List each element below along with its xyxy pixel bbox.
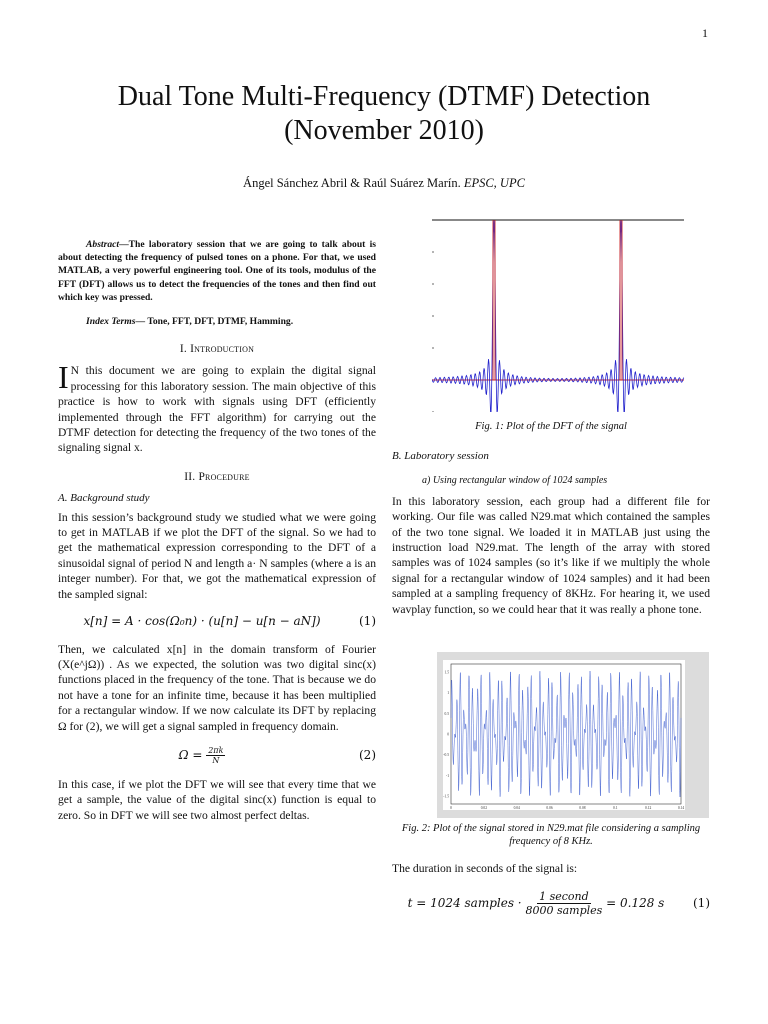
index-terms-label: Index Terms xyxy=(86,316,136,328)
equation-2 xyxy=(58,746,376,765)
procedure-heading: II. Procedure xyxy=(184,470,250,483)
signal-y-ticks xyxy=(443,671,449,799)
background-paragraph-3: In this case, if we plot the DFT we will see that every time that we get a sample, the value of the digital sinc(x) function is equal to zero. So in DFT we will see two almost perfect deltas. xyxy=(58,777,376,822)
equation-3-denominator: 8000 samples xyxy=(525,904,603,918)
index-terms xyxy=(58,315,376,328)
equation-2-fraction xyxy=(206,746,225,765)
intro-heading: I. Introduction xyxy=(179,343,255,356)
signal-y-tick-label: -1.5 xyxy=(443,794,449,799)
equation-2-number: (2) xyxy=(359,747,376,762)
signal-y-tick-label: 1.5 xyxy=(444,670,449,675)
duration-text: The duration in seconds of the signal is: xyxy=(392,862,578,875)
affiliation: EPSC, UPC xyxy=(463,176,525,190)
intro-text: N this document we are going to explain the digital signal processing for this laboratory session. The main objective of this practice is how to work with signals using DFT (efficiently implemented through the FFT algorithm) for carrying out the DTMF detection for detecting the frequency of the two tones of the signaling signal x. xyxy=(58,364,376,455)
page-number: 1 xyxy=(702,26,708,40)
signal-y-tick-label: 0.5 xyxy=(444,711,449,716)
right-column xyxy=(392,420,710,617)
signal-x-tick-label: 0.04 xyxy=(513,806,520,810)
fig1-caption: Fig. 1: Plot of the DFT of the signal xyxy=(475,421,627,432)
signal-x-tick-label: 0.08 xyxy=(579,806,586,810)
equation-2-numerator: 2πk xyxy=(208,745,224,755)
dft-plot xyxy=(432,212,688,412)
left-column xyxy=(58,238,376,823)
abstract xyxy=(58,238,376,304)
equation-3-expr xyxy=(392,890,680,917)
equation-3-number: (1) xyxy=(693,896,710,911)
signal-x-tick-label: 0 xyxy=(450,806,452,810)
intro-dropcap: I xyxy=(58,359,69,396)
right-column-lower xyxy=(392,822,710,917)
lab-subheading: a) Using rectangular window of 1024 samples xyxy=(422,475,608,487)
lab-heading: B. Laboratory session xyxy=(392,450,489,462)
authors-line xyxy=(0,176,768,191)
paper-title xyxy=(0,80,768,148)
signal-y-tick-label: 1 xyxy=(447,691,449,696)
title-line-1: Dual Tone Multi-Frequency (DTMF) Detection xyxy=(117,81,651,112)
signal-x-ticks xyxy=(450,806,684,810)
abstract-text: —The laboratory session that we are going to talk about is about detecting the frequency of pulsed tones on a phone. For that, we used MATLAB, a very powerful engineering tool. One of its tools, modulus of the FFT (DFT) allows us to detect the frequencies of the tones and then find out which key was pressed. xyxy=(58,239,376,303)
equation-2-lhs: Ω = xyxy=(178,747,203,762)
signal-x-tick-label: 0.06 xyxy=(546,806,553,810)
intro-paragraph xyxy=(58,359,376,455)
dft-stems xyxy=(493,220,622,380)
equation-1-number: (1) xyxy=(359,614,376,629)
background-paragraph-2: Then, we calculated x[n] in the domain transform of Fourier (X(e^jΩ)) . As we expected, the solution was two digital sinc(x) functions placed in the frequency of the tone. That is because we do not have a tone for an infinite time, because it has been multiplied for a rectangular window. If we now calculate its DFT by replacing Ω for (2), we will get a signal sampled in frequency domain. xyxy=(58,642,376,733)
background-heading: A. Background study xyxy=(58,492,150,505)
signal-plot-border xyxy=(451,664,681,804)
equation-2-expr xyxy=(58,746,346,765)
lab-paragraph-1: In this laboratory session, each group had a different file for working. Our file was called N29.mat which contained the samples of the two tone signal. We loaded it in MATLAB just using the instruction load N29.mat. The length of the array with stored samples was of 1024 samples (so it’s like if we multiply the whole signal for a rectangular window of 1024 samples) and it had been sampled at a sampling frequency of 8KHz. For hearing it, we used wavplay function, so we could hear that it was really a phone tone. xyxy=(392,494,710,616)
background-paragraph-1: In this session’s background study we studied what we were going to get in MATLAB if we plot the DFT of the signal. So we had to get the mathematical expression corresponding to the DFT of a sinusoidal signal of period N and length a· N samples (where a is an integer number). For that, we got the mathematical expression of the sampled signal: xyxy=(58,510,376,601)
signal-x-tick-label: 0.1 xyxy=(613,806,618,810)
fig2-caption: Fig. 2: Plot of the signal stored in N29.mat file considering a sampling frequency of 8 KHz. xyxy=(401,823,701,847)
signal-x-tick-label: 0.02 xyxy=(480,806,488,810)
signal-waveform xyxy=(451,671,681,797)
equation-3-fraction xyxy=(525,890,602,917)
equation-1-expr: x[n] = A · cos(Ω₀n) · (u[n] − u[n − aN]) xyxy=(83,614,321,629)
signal-x-tick-label: 0.14 xyxy=(677,806,685,810)
abstract-label: Abstract xyxy=(86,239,120,250)
signal-y-tick-label: 0 xyxy=(447,732,449,737)
authors: Ángel Sánchez Abril & Raúl Suárez Marín. xyxy=(243,176,461,190)
title-line-2: (November 2010) xyxy=(284,115,484,146)
signal-y-tick-label: -0.5 xyxy=(443,753,449,758)
equation-2-denominator: N xyxy=(212,755,220,765)
signal-plot xyxy=(443,660,685,810)
signal-y-tick-label: -1 xyxy=(446,773,449,778)
equation-3-rhs: = 0.128 s xyxy=(606,896,665,911)
equation-3-numerator: 1 second xyxy=(539,890,589,904)
dft-curve xyxy=(432,221,684,412)
signal-x-tick-label: 0.12 xyxy=(644,806,652,810)
equation-1 xyxy=(58,614,376,629)
dft-y-ticks xyxy=(432,252,434,412)
equation-3 xyxy=(392,890,710,917)
equation-3-lhs: t = 1024 samples · xyxy=(407,896,522,911)
index-terms-text: — Tone, FFT, DFT, DTMF, Hamming. xyxy=(135,316,294,328)
